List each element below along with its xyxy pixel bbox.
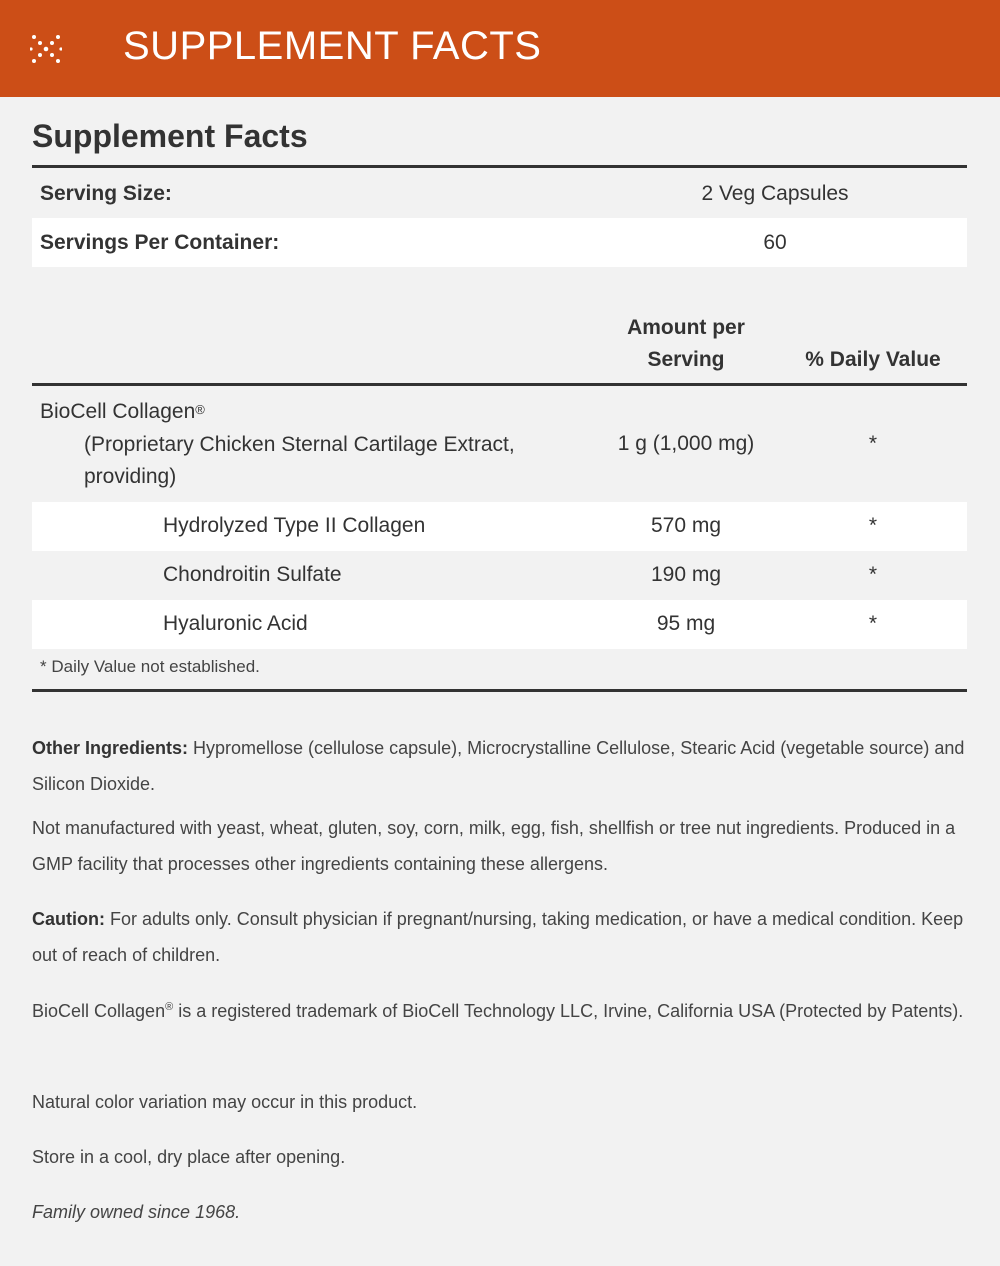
caution-text: For adults only. Consult physician if pregnant/nursing, taking medication, or have a medical condition. Keep out of reach of children. — [32, 909, 964, 965]
amount-header-line2: Serving — [647, 348, 725, 371]
color-variation-note: Natural color variation may occur in this product. — [32, 1092, 418, 1112]
allergen-statement: Not manufactured with yeast, wheat, gluten, soy, corn, milk, egg, fish, shellfish or tree nut ingredients. Produced in a GMP facility that processes other ingredients containing these allergens. — [32, 818, 956, 874]
banner-title: SUPPLEMENT FACTS — [123, 24, 542, 68]
servings-label: Servings Per Container: — [40, 230, 280, 254]
main-ingredient-amount: 1 g (1,000 mg) — [617, 432, 755, 455]
serving-size-value: 2 Veg Capsules — [701, 181, 849, 205]
caution — [32, 901, 967, 973]
dv-column-header: % Daily Value — [805, 348, 941, 371]
registered-mark: ® — [165, 1001, 174, 1013]
amount-column-header — [588, 312, 784, 376]
family-owned-note: Family owned since 1968. — [32, 1202, 241, 1222]
main-ingredient-desc-2: providing) — [84, 465, 177, 488]
trademark-statement — [32, 993, 967, 1029]
panel-heading: Supplement Facts — [32, 118, 308, 154]
table-row — [32, 502, 967, 551]
trademark-text: is a registered trademark of BioCell Technology LLC, Irvine, California USA (Protected by Patents). — [173, 1001, 964, 1021]
other-ingredients-label: Other Ingredients: — [32, 738, 189, 758]
table-row — [32, 600, 967, 649]
storage-note: Store in a cool, dry place after opening. — [32, 1147, 346, 1167]
sparkle-x-icon — [30, 34, 62, 64]
servings-per-container-row — [32, 218, 967, 267]
other-ingredients-text: Hypromellose (cellulose capsule), Microcrystalline Cellulose, Stearic Acid (vegetable source) and Silicon Dioxide. — [32, 738, 965, 794]
ingredient-amount: 570 mg — [650, 514, 722, 537]
ingredient-name: Chondroitin Sulfate — [163, 563, 342, 586]
ingredient-dv: * — [868, 563, 878, 586]
main-ingredient-desc-1: (Proprietary Chicken Sternal Cartilage Extract, — [84, 433, 515, 456]
header-banner — [0, 0, 1000, 97]
divider — [32, 383, 967, 386]
ingredient-amount: 95 mg — [656, 612, 716, 635]
main-ingredient-dv: * — [868, 432, 878, 455]
ingredient-name-text: BioCell Collagen — [40, 400, 196, 423]
registered-mark: ® — [195, 402, 205, 417]
divider — [32, 689, 967, 692]
footnote: * Daily Value not established. — [40, 657, 260, 676]
ingredient-dv: * — [868, 612, 878, 635]
trademark-name: BioCell Collagen — [32, 1001, 166, 1021]
servings-value: 60 — [763, 230, 787, 254]
amount-header-line1: Amount per — [627, 316, 745, 339]
ingredient-name: Hyaluronic Acid — [163, 612, 308, 635]
table-row — [32, 551, 967, 600]
caution-label: Caution: — [32, 909, 105, 929]
ingredient-name: Hydrolyzed Type II Collagen — [163, 514, 426, 537]
other-ingredients — [32, 730, 967, 802]
ingredient-amount: 190 mg — [650, 563, 722, 586]
serving-size-row — [32, 169, 967, 218]
serving-size-label: Serving Size: — [40, 181, 172, 205]
divider — [32, 165, 967, 168]
main-ingredient-name — [40, 396, 205, 428]
ingredient-dv: * — [868, 514, 878, 537]
